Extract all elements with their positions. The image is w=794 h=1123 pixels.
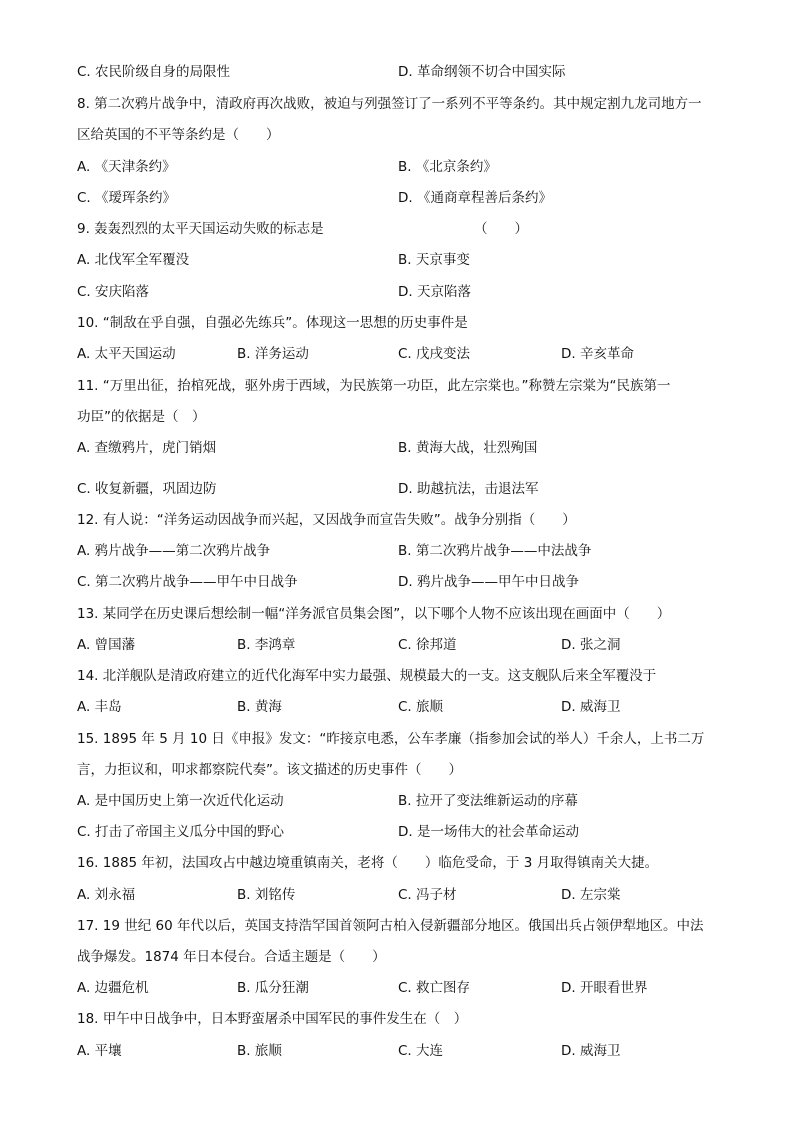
- answer-option: C. 收复新疆，巩固边防: [77, 481, 217, 497]
- answer-option: C. 《瑷珲条约》: [77, 190, 177, 206]
- answer-option: C. 打击了帝国主义瓜分中国的野心: [77, 824, 285, 840]
- answer-option: D. 威海卫: [561, 1043, 621, 1059]
- answer-option: D. 左宗棠: [561, 887, 621, 903]
- answer-option: A. 查缴鸦片，虎门销烟: [77, 440, 217, 456]
- question-text: 区给英国的不平等条约是（ ）: [77, 127, 280, 143]
- answer-option: A. 是中国历史上第一次近代化运动: [77, 793, 284, 809]
- answer-option: C. 安庆陷落: [77, 284, 150, 300]
- question-text: 9. 轰轰烈烈的太平天国运动失败的标志是: [77, 221, 324, 237]
- answer-option: A. 《天津条约》: [77, 159, 176, 175]
- question-text: 14. 北洋舰队是清政府建立的近代化海军中实力最强、规模最大的一支。这支舰队后来全军覆没于: [77, 668, 657, 684]
- question-text: 18. 甲午中日战争中，日本野蛮屠杀中国军民的事件发生在（ ）: [77, 1011, 468, 1027]
- question-text: 8. 第二次鸦片战争中，清政府再次战败，被迫与列强签订了一系列不平等条约。其中规定割九龙司地方一: [77, 96, 702, 112]
- answer-option: D. 天京陷落: [398, 284, 471, 300]
- answer-option: C. 救亡图存: [398, 980, 471, 996]
- answer-option: B. 黄海大战，壮烈殉国: [398, 440, 538, 456]
- answer-option: D. 《通商章程善后条约》: [398, 190, 552, 206]
- question-text: 13. 某同学在历史课后想绘制一幅“洋务派官员集会图”，以下哪个人物不应该出现在画面中（ ）: [77, 606, 671, 622]
- answer-option: B. 刘铭传: [237, 887, 296, 903]
- answer-option: B. 瓜分狂潮: [237, 980, 309, 996]
- answer-option: C. 戊戌变法: [398, 346, 471, 362]
- answer-option: C. 徐邦道: [398, 637, 457, 653]
- answer-option: D. 威海卫: [561, 699, 621, 715]
- answer-option: D. 是一场伟大的社会革命运动: [398, 824, 579, 840]
- answer-option: B. 拉开了变法维新运动的序幕: [398, 793, 578, 809]
- answer-option: C. 第二次鸦片战争——甲午中日战争: [77, 574, 298, 590]
- answer-option: A. 太平天国运动: [77, 346, 176, 362]
- question-text: 11. “万里出征，抬棺死战，驱外虏于西域，为民族第一功臣，此左宗棠也。”称赞左宗棠为“民族第一: [77, 378, 671, 394]
- question-text: （ ）: [474, 221, 528, 237]
- question-text: 17. 19 世纪 60 年代以后，英国支持浩罕国首领阿古柏入侵新疆部分地区。俄国出兵占领伊犁地区。中法: [77, 918, 704, 934]
- question-text: 12. 有人说：“洋务运动因战争而兴起，又因战争而宣告失败”。战争分别指（ ）: [77, 512, 576, 528]
- question-text: 15. 1895 年 5 月 10 日《申报》发文：“昨接京电悉，公车孝廉（指参加会试的举人）千余人，上书二万: [77, 731, 705, 747]
- answer-option: A. 刘永福: [77, 887, 136, 903]
- answer-option: B. 洋务运动: [237, 346, 309, 362]
- answer-option: B. 旅顺: [237, 1043, 282, 1059]
- answer-option: C. 农民阶级自身的局限性: [77, 64, 231, 80]
- question-text: 10. “制敌在乎自强，自强必先练兵”。体现这一思想的历史事件是: [77, 315, 468, 331]
- answer-option: A. 平壤: [77, 1043, 122, 1059]
- question-text: 言，力拒议和，叩求都察院代奏”。该文描述的历史事件（ ）: [77, 762, 462, 778]
- answer-option: B. 李鸿章: [237, 637, 296, 653]
- answer-option: D. 助越抗法，击退法军: [398, 481, 539, 497]
- question-text: 战争爆发。1874 年日本侵台。合适主题是（ ）: [77, 949, 386, 965]
- question-text: 功臣”的依据是（ ）: [77, 409, 206, 425]
- answer-option: D. 辛亥革命: [561, 346, 634, 362]
- answer-option: D. 开眼看世界: [561, 980, 648, 996]
- answer-option: A. 鸦片战争——第二次鸦片战争: [77, 543, 271, 559]
- answer-option: B. 天京事变: [398, 252, 470, 268]
- answer-option: D. 鸦片战争——甲午中日战争: [398, 574, 579, 590]
- answer-option: A. 边疆危机: [77, 980, 149, 996]
- answer-option: C. 大连: [398, 1043, 444, 1059]
- answer-option: C. 旅顺: [398, 699, 444, 715]
- answer-option: C. 冯子材: [398, 887, 457, 903]
- answer-option: B. 黄海: [237, 699, 282, 715]
- answer-option: A. 北伐军全军覆没: [77, 252, 190, 268]
- question-text: 16. 1885 年初，法国攻占中越边境重镇南关，老将（ ）临危受命，于 3 月取得镇南关大捷。: [77, 855, 659, 871]
- answer-option: B. 《北京条约》: [398, 159, 497, 175]
- answer-option: A. 丰岛: [77, 699, 122, 715]
- answer-option: D. 张之洞: [561, 637, 621, 653]
- answer-option: D. 革命纲领不切合中国实际: [398, 64, 566, 80]
- answer-option: B. 第二次鸦片战争——中法战争: [398, 543, 592, 559]
- answer-option: A. 曾国藩: [77, 637, 136, 653]
